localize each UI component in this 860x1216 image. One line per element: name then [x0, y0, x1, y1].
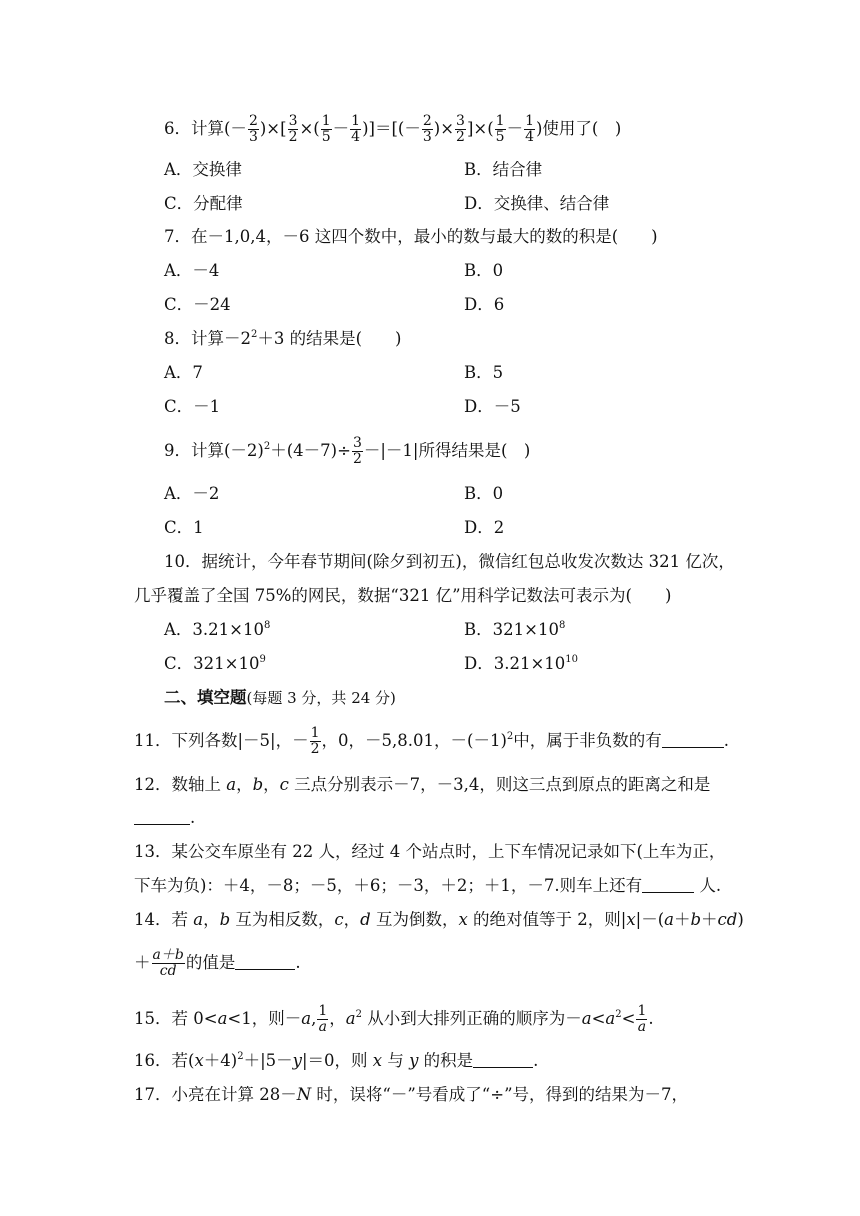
question-7: 7．在－1,0,4，－6 这四个数中，最小的数与最大的数的积是( ) [164, 227, 658, 246]
q7-option-d: D．6 [464, 295, 505, 314]
fraction: $\frac{1}{4}$ [351, 113, 361, 145]
answer-blank[interactable] [662, 733, 724, 748]
question-16: 16．若$(x+4)^2+|5-y|=0$，则 x 与 y 的积是 . [134, 1051, 539, 1070]
q8-option-b: B．5 [464, 363, 504, 382]
question-13-line2: 下车为负)：＋4，－8；－5，＋6；－3，＋2；＋1，－7.则车上还有 人. [134, 876, 722, 895]
fraction: $\frac{a+b}{cd}$ [152, 947, 184, 979]
fraction: $\frac{2}{3}$ [248, 113, 258, 145]
q9-option-b: B．0 [464, 484, 504, 503]
q7-option-a: A．－4 [164, 261, 220, 280]
question-14-line2: ＋ $\frac{a+b}{cd}$ 的值是 . [134, 947, 301, 979]
fraction: $\frac{1}{5}$ [321, 113, 331, 145]
fraction: $\frac{1}{a}$ [318, 1003, 328, 1035]
question-11: 11．下列各数|－5|，－ $\frac{1}{2}$ ，0，－5,8.01，$-(-1)^2$中，属于非负数的有 . [134, 725, 730, 757]
q10-option-d: D．$3.21\times 10^{10}$ [464, 654, 579, 673]
q6-text: 6．计算(－ [164, 119, 247, 138]
fraction: $\frac{2}{3}$ [422, 113, 432, 145]
q8-option-d: D．－5 [464, 397, 521, 416]
fraction: $\frac{1}{4}$ [525, 113, 534, 145]
q10-option-a: A．$3.21\times 10^8$ [164, 620, 271, 639]
question-12-line1: 12．数轴上 a，b，c 三点分别表示－7，－3,4，则这三点到原点的距离之和是 [134, 775, 711, 794]
q9-option-c: C．1 [164, 518, 204, 537]
question-15: 15．若 0<a<1，则－a, $\frac{1}{a}$ ，$a^2$ 从小到大排列正确的顺序为$-a<a^2<$ $\frac{1}{a}$ . [134, 1003, 654, 1035]
q6-option-c: C．分配律 [164, 194, 243, 213]
q6-option-a: A．交换律 [164, 160, 242, 179]
question-8: 8．计算$-2^2+3$ 的结果是( ) [164, 329, 402, 348]
q9-option-d: D．2 [464, 518, 505, 537]
q6-option-d: D．交换律、结合律 [464, 194, 610, 213]
question-9: 9．计算$(-2)^2+(4-7)\div$ $\frac{3}{2}$ －|－1|所得结果是( ) [164, 435, 531, 467]
fraction: $\frac{1}{5}$ [495, 113, 505, 145]
fraction: $\frac{1}{a}$ [637, 1003, 647, 1035]
q8-option-c: C．－1 [164, 397, 221, 416]
question-6: 6．计算(－ $\frac{2}{3}$ )×[ $\frac{3}{2}$ ×( $\frac{1}{5}$ － $\frac{1}{4}$ )]＝[(－ $\frac{2}{3}$ )× $\frac{3}{2}$ ]×( $\frac{1}{5}$ － $\frac{1}{4}$ )使用了( ) [164, 113, 622, 145]
q7-option-b: B．0 [464, 261, 504, 280]
q10-option-c: C．$321\times 10^9$ [164, 654, 266, 673]
question-14-line1: 14．若 a，b 互为相反数，c，d 互为倒数，x 的绝对值等于 2，则|x|－(a＋b＋cd) [134, 910, 744, 929]
question-13-line1: 13．某公交车原坐有 22 人，经过 4 个站点时，上下车情况记录如下(上车为正， [134, 842, 726, 861]
q6-option-b: B．结合律 [464, 160, 543, 179]
answer-blank[interactable] [642, 878, 694, 893]
q10-option-b: B．$321\times 10^8$ [464, 620, 566, 639]
fraction: $\frac{3}{2}$ [352, 435, 362, 467]
answer-blank[interactable] [473, 1053, 533, 1068]
question-10-line2: 几乎覆盖了全国 75%的网民，数据“321 亿”用科学记数法可表示为( ) [134, 586, 672, 605]
question-10-line1: 10．据统计，今年春节期间(除夕到初五)，微信红包总收发次数达 321 亿次， [164, 552, 735, 571]
fraction: $\frac{3}{2}$ [456, 113, 465, 145]
question-17: 17．小亮在计算 28－N 时，误将“－”号看成了“÷”号，得到的结果为－7， [134, 1085, 688, 1104]
q7-option-c: C．－24 [164, 295, 231, 314]
answer-blank[interactable] [235, 955, 295, 970]
question-12-line2: . [134, 808, 195, 828]
fraction: $\frac{1}{2}$ [310, 725, 320, 757]
q8-option-a: A．7 [164, 363, 203, 382]
q9-option-a: A．－2 [164, 484, 220, 503]
answer-blank[interactable] [134, 810, 190, 825]
fraction: $\frac{3}{2}$ [288, 113, 298, 145]
section-2-heading: 二、填空题(每题 3 分，共 24 分) [164, 688, 396, 707]
